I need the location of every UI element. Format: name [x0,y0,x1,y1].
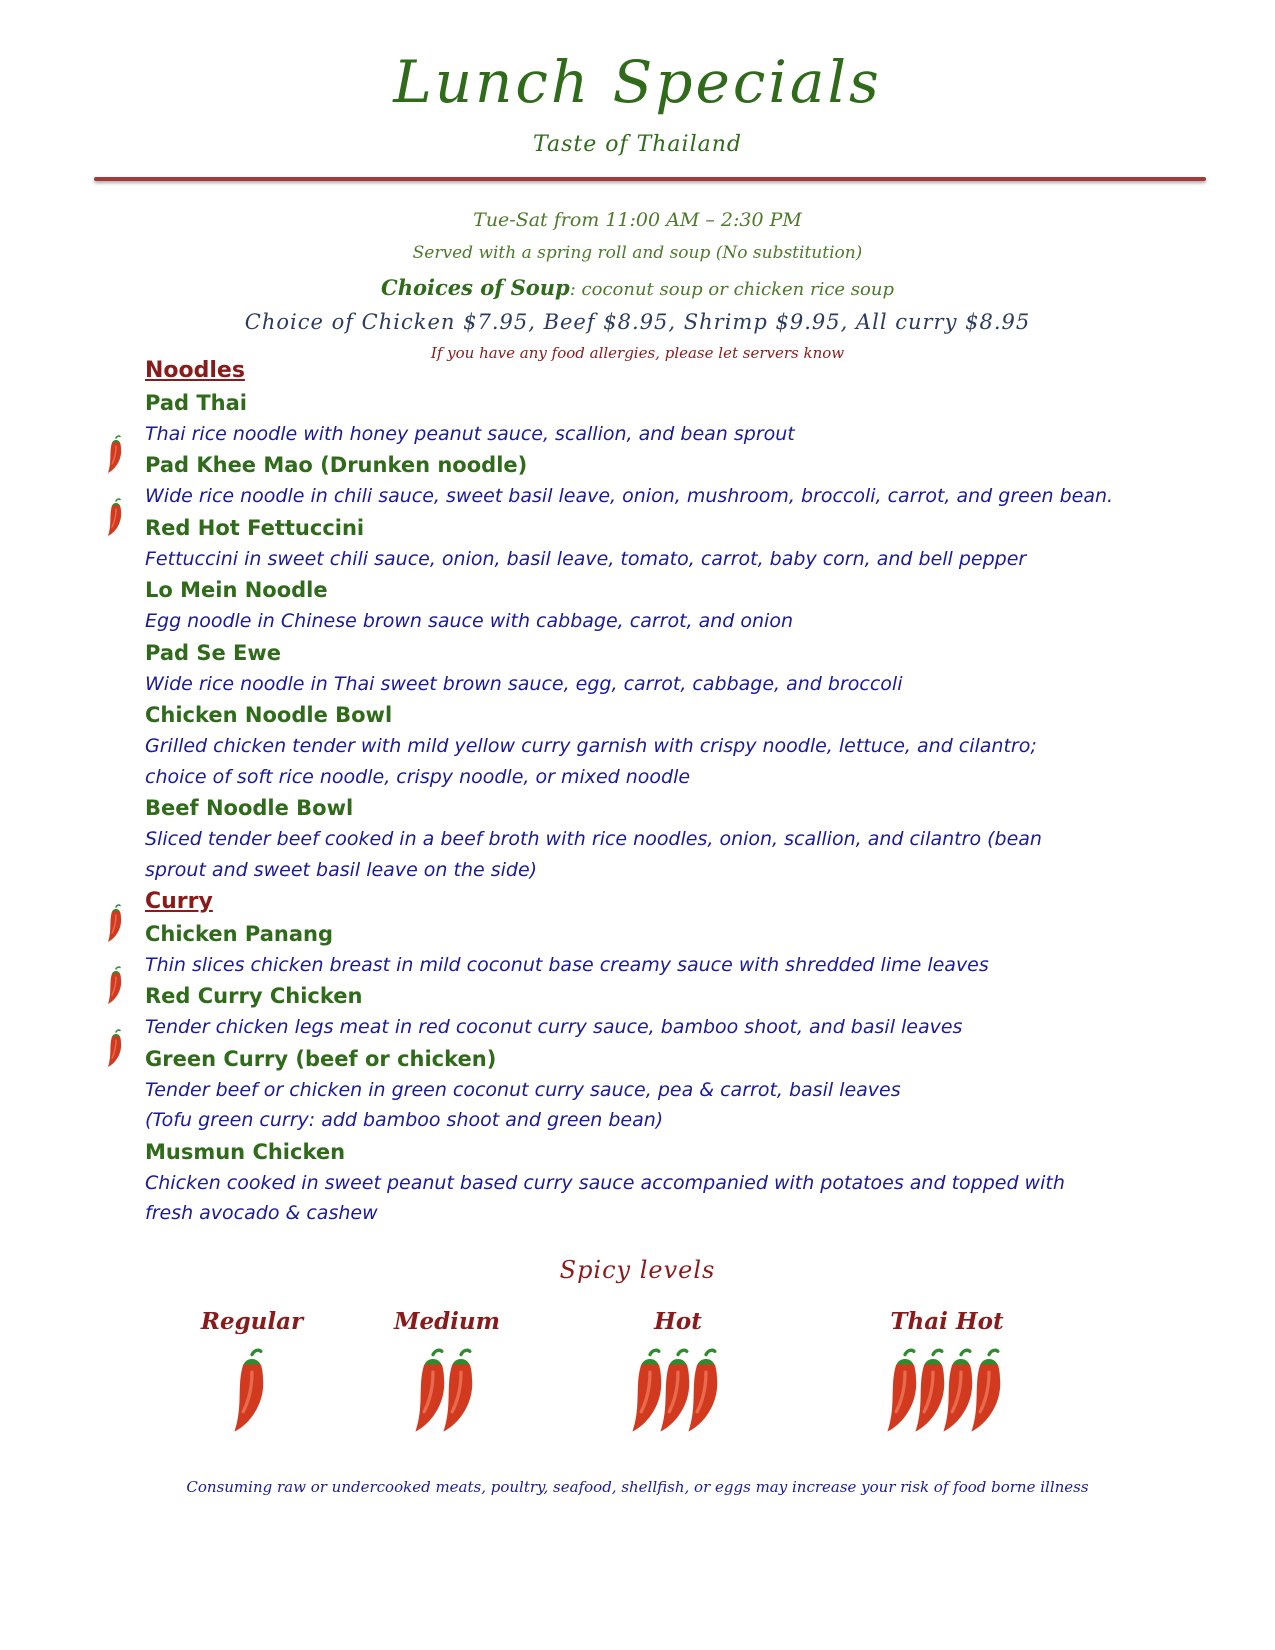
soup-choices [0,275,1275,300]
menu-item-description: Tender chicken legs meat in red coconut curry sauce, bamboo shoot, and basil leaves [145,1016,963,1038]
spicy-pepper-icon [104,498,128,538]
curry-heading: Curry [145,889,213,914]
menu-item-name: Chicken Panang [145,921,334,946]
spicy-level-peppers [411,1348,483,1436]
spicy-level-peppers [230,1348,274,1436]
menu-item-description: choice of soft rice noodle, crispy noodle, or mixed noodle [145,765,691,788]
chili-pepper-icon [967,1348,1011,1440]
spicy-level-label: Thai Hot [890,1308,1004,1335]
menu-title: Lunch Specials [393,48,882,116]
menu-item-name: Red Hot Fettuccini [145,515,365,540]
header-divider [94,177,1206,181]
spicy-level-peppers [883,1348,1011,1436]
menu-item-name: Chicken Noodle Bowl [145,703,393,727]
menu-item-name: Lo Mein Noodle [145,578,328,602]
menu-item-description: sprout and sweet basil leave on the side) [145,858,538,881]
spicy-levels-title: Spicy levels [559,1256,716,1284]
food-safety-warning: Consuming raw or undercooked meats, poultry, seafood, shellfish, or eggs may increase your risk of food borne illness [186,1478,1089,1496]
menu-item-name: Pad Khee Mao (Drunken noodle) [145,453,528,477]
menu-item-name: Red Curry Chicken [145,984,363,1008]
allergy-note: If you have any food allergies, please let servers know [430,344,845,362]
spicy-pepper-icon [104,435,128,475]
soup-label: Choices of Soup [381,275,570,300]
menu-item-description: Fettuccini in sweet chili sauce, onion, basil leave, tomato, carrot, baby corn, and bell pepper [145,547,1027,570]
chili-pepper-icon [684,1348,728,1440]
menu-item-description: Tender beef or chicken in green coconut curry sauce, pea & carrot, basil leaves [145,1078,901,1101]
spicy-level-peppers [628,1348,728,1436]
noodles-heading: Noodles [145,358,245,383]
spicy-pepper-icon [104,966,128,1006]
spicy-level-label: Regular [200,1308,304,1335]
soup-text: : coconut soup or chicken rice soup [569,279,894,300]
menu-item-name: Beef Noodle Bowl [145,796,354,820]
spicy-level-label: Hot [654,1308,702,1335]
menu-item-description: Wide rice noodle in Thai sweet brown sauce, egg, carrot, cabbage, and broccoli [145,672,903,695]
menu-item-description: fresh avocado & cashew [145,1202,378,1224]
menu-item-description: Sliced tender beef cooked in a beef broth with rice noodles, onion, scallion, and cilantro (bean [145,828,1042,850]
chili-pepper-icon [230,1348,274,1440]
menu-item-name: Green Curry (beef or chicken) [145,1046,497,1071]
menu-item-description: Wide rice noodle in chili sauce, sweet basil leave, onion, mushroom, broccoli, carrot, and green bean. [145,485,1114,507]
menu-item-name: Pad Thai [145,390,247,415]
menu-item-description: Thin slices chicken breast in mild coconut base creamy sauce with shredded lime leaves [145,953,989,976]
menu-item-name: Pad Se Ewe [145,640,282,665]
menu-item-description: Thai rice noodle with honey peanut sauce, scallion, and bean sprout [145,422,795,445]
chili-pepper-icon [439,1348,483,1440]
lunch-hours: Tue-Sat from 11:00 AM – 2:30 PM [473,209,802,231]
spicy-pepper-icon [104,904,128,944]
menu-subtitle: Taste of Thailand [532,132,742,157]
price-list: Choice of Chicken $7.95, Beef $8.95, Shrimp $9.95, All curry $8.95 [244,310,1031,334]
spicy-level-label: Medium [394,1308,500,1335]
menu-item-description: Egg noodle in Chinese brown sauce with cabbage, carrot, and onion [145,610,794,632]
menu-item-description: Chicken cooked in sweet peanut based curry sauce accompanied with potatoes and topped with [145,1171,1065,1194]
served-with-note: Served with a spring roll and soup (No substitution) [412,243,863,263]
menu-item-description: (Tofu green curry: add bamboo shoot and green bean) [145,1109,664,1131]
menu-item-description: Grilled chicken tender with mild yellow curry garnish with crispy noodle, lettuce, and cilantro; [145,735,1037,757]
menu-item-name: Musmun Chicken [145,1139,346,1164]
spicy-pepper-icon [104,1029,128,1069]
